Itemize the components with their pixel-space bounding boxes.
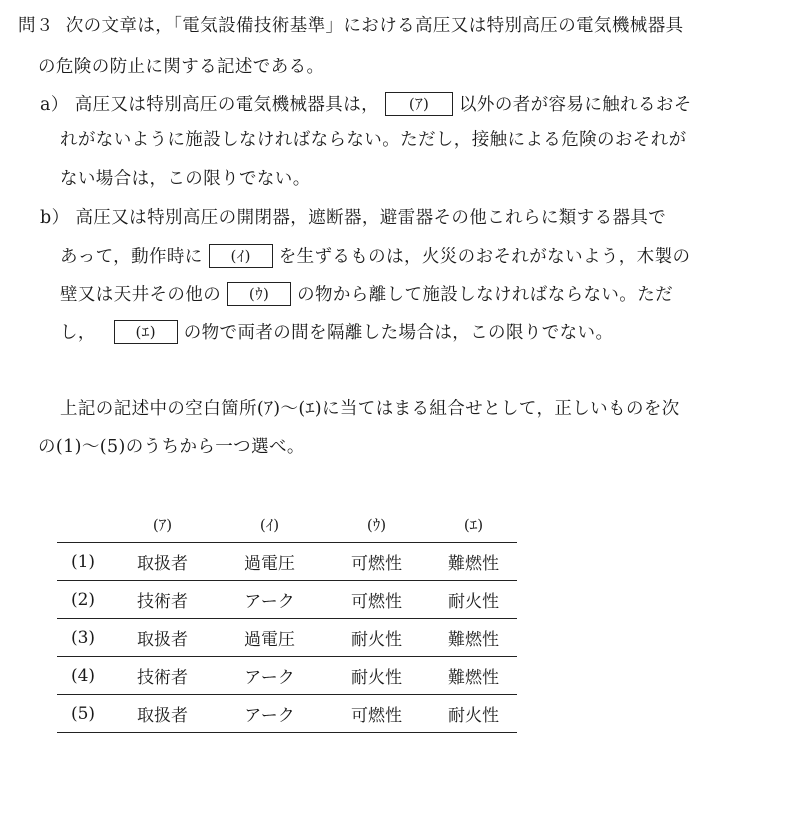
instruction-line-1: 上記の記述中の空白箇所(ｱ)～(ｴ)に当てはまる組合せとして，正しいものを次	[60, 399, 680, 419]
blank-e-box: (ｴ)	[114, 320, 178, 344]
instruction-line-2: の(1)～(5)のうちから一つ選べ。	[38, 437, 305, 457]
item-b-text-4a: し，	[60, 323, 96, 343]
table-cell: 取扱者	[109, 543, 216, 581]
item-a-line-2: れがないように施設しなければならない。ただし，接触による危険のおそれが	[60, 130, 687, 150]
table-row	[57, 581, 517, 619]
table-header-row	[57, 506, 517, 543]
table-cell: 難燃性	[430, 619, 517, 657]
item-b-text-1: 高圧又は特別高圧の開閉器，遮断器，避雷器その他これらに類する器具で	[75, 208, 667, 228]
option-number: (2)	[57, 581, 109, 619]
item-a-text-1a: 高圧又は特別高圧の電気機械器具は，	[74, 95, 380, 115]
header-a: (ｱ)	[152, 515, 173, 534]
item-a-line-3: ない場合は，この限りでない。	[60, 169, 311, 189]
option-number: (4)	[57, 657, 109, 695]
table-cell: 難燃性	[430, 543, 517, 581]
item-a-line-1	[40, 92, 692, 117]
item-b-text-2a: あって，動作時に	[60, 247, 203, 267]
item-b-label: b）	[40, 208, 70, 228]
item-a-label: a）	[40, 95, 69, 115]
intro-line-1: 次の文章は，「電気設備技術基準」における高圧又は特別高圧の電気機械器具	[65, 16, 684, 36]
question-heading	[18, 14, 684, 38]
table-cell: 技術者	[109, 657, 216, 695]
item-b-line-1	[40, 206, 666, 230]
option-number: (5)	[57, 695, 109, 733]
table-cell: 過電圧	[216, 543, 323, 581]
item-b-line-2	[60, 244, 690, 269]
table-cell: 可燃性	[323, 543, 430, 581]
header-i: (ｲ)	[259, 515, 280, 534]
table-cell: 技術者	[109, 581, 216, 619]
header-u: (ｳ)	[366, 515, 387, 534]
table-cell: 取扱者	[109, 619, 216, 657]
blank-i-box: (ｲ)	[209, 244, 273, 268]
item-b-text-2b: を生ずるものは，火災のおそれがないよう，木製の	[278, 247, 691, 267]
table-row	[57, 543, 517, 581]
item-b-text-4b: の物で両者の間を隔離した場合は，この限りでない。	[183, 323, 614, 343]
intro-line-2: の危険の防止に関する記述である。	[38, 57, 325, 77]
table-cell: 耐火性	[430, 581, 517, 619]
table-row	[57, 657, 517, 695]
table-cell: 可燃性	[323, 695, 430, 733]
table-cell: 難燃性	[430, 657, 517, 695]
item-b-text-3a: 壁又は天井その他の	[60, 285, 222, 305]
item-a-text-1b: 以外の者が容易に触れるおそ	[459, 95, 692, 115]
table-cell: アーク	[216, 581, 323, 619]
item-b-text-3b: の物から離して施設しなければならない。ただ	[297, 285, 674, 305]
item-b-line-3	[60, 282, 673, 307]
header-e: (ｴ)	[463, 515, 484, 534]
table-cell: 耐火性	[430, 695, 517, 733]
item-b-line-4	[60, 320, 613, 345]
answer-table	[57, 506, 517, 733]
blank-u-box: (ｳ)	[227, 282, 291, 306]
table-cell: 耐火性	[323, 657, 430, 695]
table-cell: 耐火性	[323, 619, 430, 657]
table-cell: アーク	[216, 695, 323, 733]
option-number: (3)	[57, 619, 109, 657]
table-row	[57, 695, 517, 733]
table-cell: アーク	[216, 657, 323, 695]
table-row	[57, 619, 517, 657]
option-number: (1)	[57, 543, 109, 581]
table-cell: 過電圧	[216, 619, 323, 657]
question-number: 問３	[18, 16, 54, 36]
blank-a-box: (ｱ)	[385, 92, 453, 116]
table-cell: 可燃性	[323, 581, 430, 619]
table-cell: 取扱者	[109, 695, 216, 733]
header-blank	[57, 506, 109, 543]
